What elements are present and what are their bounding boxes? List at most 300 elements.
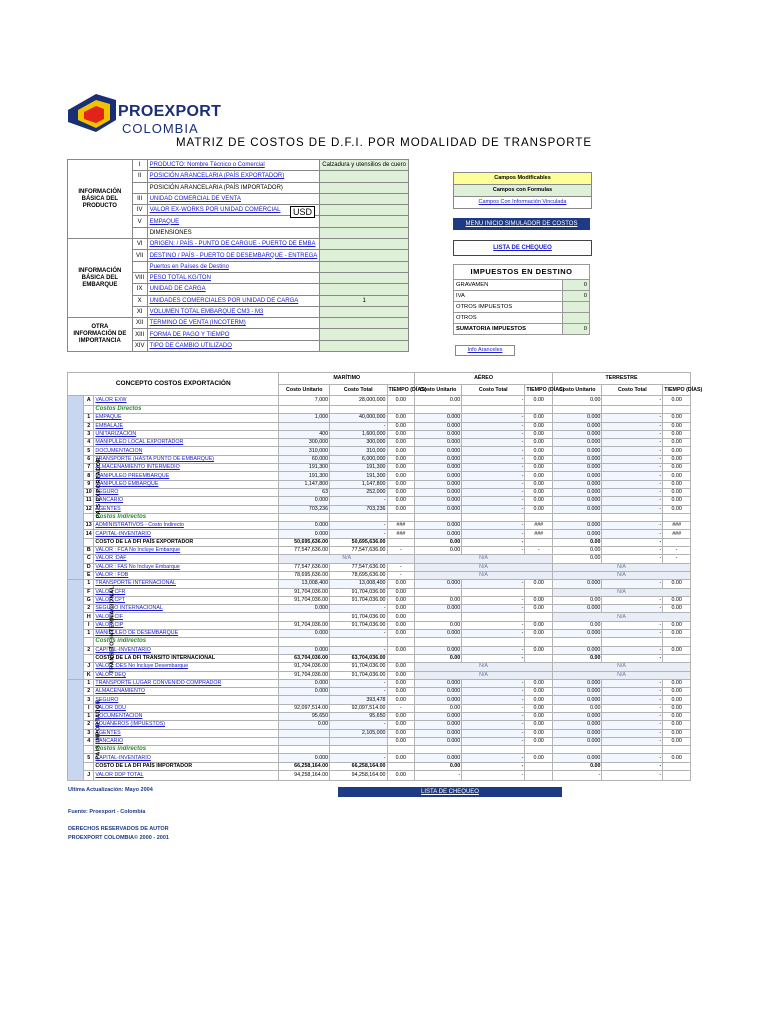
- info-row-label[interactable]: UNIDADES COMERCIALES POR UNIDAD DE CARGA: [147, 295, 320, 306]
- cell-terrestre-days[interactable]: 0.00: [663, 430, 691, 438]
- cell-maritimo-total[interactable]: 91,704,036.00: [330, 663, 387, 671]
- cell-maritimo-unit[interactable]: 0.000: [279, 522, 330, 530]
- cell-maritimo-days[interactable]: ###: [387, 522, 415, 530]
- cell-terrestre-total[interactable]: -: [602, 621, 663, 629]
- cell-maritimo-total[interactable]: -: [330, 422, 387, 430]
- impuesto-value[interactable]: [563, 302, 590, 313]
- cell-maritimo-total[interactable]: 191,300: [330, 472, 387, 480]
- row-label[interactable]: SEGURO: [94, 488, 279, 496]
- cell-aereo-days[interactable]: 0.00: [525, 646, 553, 654]
- cell-terrestre-total[interactable]: -: [602, 472, 663, 480]
- cell-aereo-days[interactable]: [525, 771, 553, 781]
- cell-aereo-days[interactable]: [525, 613, 553, 621]
- cell-aereo-total[interactable]: -: [462, 488, 525, 496]
- cell-aereo-unit[interactable]: 0.000: [415, 414, 462, 422]
- row-label[interactable]: UNITARIZACION: [94, 430, 279, 438]
- row-label[interactable]: VALOR EXW: [94, 396, 279, 406]
- cell-aereo-unit[interactable]: 0.00: [415, 762, 462, 770]
- cell-terrestre-total[interactable]: -: [602, 580, 663, 588]
- cell-maritimo-unit[interactable]: 1,000: [279, 414, 330, 422]
- cell-maritimo-days[interactable]: 0.00: [387, 464, 415, 472]
- cell-aereo-days[interactable]: 0.00: [525, 754, 553, 762]
- info-row-value[interactable]: [320, 205, 409, 216]
- cell-terrestre-total[interactable]: -: [602, 605, 663, 613]
- cell-maritimo-total[interactable]: -: [330, 522, 387, 530]
- lista-chequeo-link-top[interactable]: LISTA DE CHEQUEO: [453, 240, 592, 256]
- cell-terrestre-total[interactable]: -: [602, 480, 663, 488]
- cell-maritimo-days[interactable]: 0.00: [387, 696, 415, 704]
- cell-maritimo-total[interactable]: 393,478: [330, 696, 387, 704]
- cell-aereo-days[interactable]: 0.00: [525, 630, 553, 638]
- cell-maritimo-unit[interactable]: [279, 729, 330, 737]
- cell-aereo-unit[interactable]: 0.000: [415, 605, 462, 613]
- cell-maritimo-total[interactable]: 77,547,636.00: [330, 563, 387, 571]
- cell-terrestre-total[interactable]: -: [602, 522, 663, 530]
- cell-terrestre-total[interactable]: [602, 638, 663, 646]
- cell-maritimo-days[interactable]: ###: [387, 530, 415, 538]
- cell-aereo-unit[interactable]: 0.000: [415, 754, 462, 762]
- cell-terrestre-total[interactable]: -: [602, 464, 663, 472]
- cell-maritimo-total[interactable]: [330, 406, 387, 414]
- cell-maritimo-unit[interactable]: 0.00: [279, 721, 330, 729]
- cell-terrestre-total[interactable]: -: [602, 729, 663, 737]
- cell-aereo-unit[interactable]: 0.000: [415, 522, 462, 530]
- info-row-label[interactable]: VALOR EX-WORKS POR UNIDAD COMERCIAL: [147, 205, 320, 216]
- cell-aereo-days[interactable]: 0.00: [525, 422, 553, 430]
- cell-maritimo-days[interactable]: 0.00: [387, 580, 415, 588]
- cell-aereo-unit[interactable]: 0.000: [415, 439, 462, 447]
- cell-maritimo-unit[interactable]: 91,704,036.00: [279, 663, 330, 671]
- info-row-value[interactable]: [320, 216, 409, 227]
- cell-aereo-days[interactable]: 0.00: [525, 464, 553, 472]
- cell-aereo-days[interactable]: 0.00: [525, 679, 553, 687]
- cell-maritimo-unit[interactable]: [279, 696, 330, 704]
- cell-aereo-unit[interactable]: 0.000: [415, 455, 462, 463]
- cell-aereo-unit[interactable]: 0.00: [415, 596, 462, 604]
- info-row-value[interactable]: 1: [320, 295, 409, 306]
- row-label[interactable]: EMBALAJE: [94, 422, 279, 430]
- cell-terrestre-total[interactable]: -: [602, 547, 663, 555]
- cell-terrestre-total[interactable]: -: [602, 422, 663, 430]
- cell-terrestre-total[interactable]: -: [602, 654, 663, 662]
- cell-terrestre-total[interactable]: -: [602, 696, 663, 704]
- cell-maritimo-days[interactable]: 0.00: [387, 729, 415, 737]
- cell-aereo-days[interactable]: -: [525, 547, 553, 555]
- cell-maritimo-unit[interactable]: 0.000: [279, 754, 330, 762]
- row-label[interactable]: VALOR DEQ: [94, 671, 279, 679]
- cell-maritimo-days[interactable]: 0.00: [387, 613, 415, 621]
- cell-aereo-total[interactable]: -: [462, 630, 525, 638]
- cell-maritimo-total[interactable]: 63,704,036.00: [330, 654, 387, 662]
- cell-aereo-total[interactable]: -: [462, 704, 525, 712]
- cell-aereo-unit[interactable]: 0.00: [415, 704, 462, 712]
- cell-maritimo-days[interactable]: 0.00: [387, 488, 415, 496]
- cell-maritimo-total[interactable]: -: [330, 679, 387, 687]
- cell-terrestre-total[interactable]: -: [602, 555, 663, 563]
- legend-linked[interactable]: Campos Con Información Vinculada: [453, 196, 592, 209]
- cell-maritimo-days[interactable]: 0.00: [387, 679, 415, 687]
- cell-terrestre-unit[interactable]: 0.000: [552, 472, 601, 480]
- cell-terrestre-unit[interactable]: 0.000: [552, 679, 601, 687]
- cell-aereo-total[interactable]: [462, 746, 525, 754]
- cell-aereo-unit[interactable]: 0.000: [415, 480, 462, 488]
- row-label[interactable]: AGENTES: [94, 729, 279, 737]
- cell-maritimo-days[interactable]: -: [387, 571, 415, 579]
- row-label[interactable]: VALOR : FAS No Incluye Embarque: [94, 563, 279, 571]
- cell-maritimo-unit[interactable]: 91,704,036.00: [279, 671, 330, 679]
- cell-aereo-days[interactable]: 0.00: [525, 688, 553, 696]
- cell-terrestre-total[interactable]: -: [602, 688, 663, 696]
- cell-maritimo-total[interactable]: -: [330, 530, 387, 538]
- cell-maritimo-total[interactable]: 78,695,636.00: [330, 571, 387, 579]
- cell-maritimo-unit[interactable]: 0.000: [279, 679, 330, 687]
- cell-terrestre-total[interactable]: -: [602, 455, 663, 463]
- cell-aereo-total[interactable]: -: [462, 430, 525, 438]
- info-row-value[interactable]: [320, 284, 409, 295]
- cell-maritimo-unit[interactable]: 91,704,036.00: [279, 596, 330, 604]
- cell-maritimo-unit[interactable]: [279, 422, 330, 430]
- cell-aereo-days[interactable]: 0.00: [525, 455, 553, 463]
- cell-maritimo-total[interactable]: -: [330, 646, 387, 654]
- cell-terrestre-unit[interactable]: 0.000: [552, 712, 601, 720]
- cell-terrestre-unit[interactable]: 0.000: [552, 439, 601, 447]
- cell-terrestre-total[interactable]: [602, 746, 663, 754]
- menu-inicio-button[interactable]: MENU INICIO SIMULADOR DE COSTOS: [453, 218, 590, 230]
- cell-terrestre-unit[interactable]: 0.000: [552, 530, 601, 538]
- cell-aereo-total[interactable]: -: [462, 547, 525, 555]
- cell-maritimo-total[interactable]: 91,704,036.00: [330, 613, 387, 621]
- cell-aereo-total[interactable]: -: [462, 679, 525, 687]
- row-label[interactable]: VALOR CIF: [94, 613, 279, 621]
- cell-aereo-total[interactable]: [462, 613, 525, 621]
- cell-maritimo-total[interactable]: [330, 737, 387, 745]
- cell-terrestre-total[interactable]: -: [602, 497, 663, 505]
- cell-aereo-total[interactable]: -: [462, 530, 525, 538]
- cell-maritimo-unit[interactable]: 0.000: [279, 497, 330, 505]
- cell-maritimo-days[interactable]: 0.00: [387, 771, 415, 781]
- cell-aereo-total[interactable]: -: [462, 447, 525, 455]
- cell-aereo-total[interactable]: -: [462, 439, 525, 447]
- cell-aereo-unit[interactable]: 0.000: [415, 464, 462, 472]
- cell-maritimo-days[interactable]: 0.00: [387, 646, 415, 654]
- row-label[interactable]: VALOR :DES No Incluye Desembarque: [94, 663, 279, 671]
- cell-maritimo-days[interactable]: [387, 538, 415, 546]
- cell-maritimo-total[interactable]: 91,704,036.00: [330, 671, 387, 679]
- cell-maritimo-unit[interactable]: 60,000: [279, 455, 330, 463]
- row-label[interactable]: SEGURO: [94, 696, 279, 704]
- cell-aereo-unit[interactable]: 0.00: [415, 654, 462, 662]
- cell-maritimo-unit[interactable]: [279, 746, 330, 754]
- cell-terrestre-days[interactable]: 0.00: [663, 439, 691, 447]
- cell-maritimo-unit[interactable]: 91,704,036.00: [279, 588, 330, 596]
- cell-terrestre-unit[interactable]: 0.000: [552, 688, 601, 696]
- row-label[interactable]: DOCUMENTACION: [94, 712, 279, 720]
- cell-terrestre-unit[interactable]: 0.000: [552, 754, 601, 762]
- cell-maritimo-total[interactable]: 300,000: [330, 439, 387, 447]
- cell-aereo-unit[interactable]: 0.000: [415, 696, 462, 704]
- cell-maritimo-total[interactable]: 92,097,514.00: [330, 704, 387, 712]
- cell-aereo-unit[interactable]: 0.000: [415, 430, 462, 438]
- cell-maritimo-days[interactable]: 0.00: [387, 396, 415, 406]
- cell-aereo-unit[interactable]: 0.000: [415, 688, 462, 696]
- cell-terrestre-total[interactable]: [602, 513, 663, 521]
- cell-aereo-days[interactable]: 0.00: [525, 580, 553, 588]
- cell-maritimo-total[interactable]: -: [330, 688, 387, 696]
- cell-maritimo-days[interactable]: 0.00: [387, 596, 415, 604]
- cell-terrestre-days[interactable]: 0.00: [663, 396, 691, 406]
- cell-maritimo-days[interactable]: 0.00: [387, 737, 415, 745]
- cell-aereo-total[interactable]: -: [462, 605, 525, 613]
- cell-maritimo-days[interactable]: 0.00: [387, 455, 415, 463]
- cell-aereo-unit[interactable]: 0.000: [415, 712, 462, 720]
- cell-terrestre-total[interactable]: -: [602, 396, 663, 406]
- row-label[interactable]: VALOR : FOB: [94, 571, 279, 579]
- cell-terrestre-total[interactable]: -: [602, 762, 663, 770]
- cell-aereo-total[interactable]: -: [462, 762, 525, 770]
- cell-terrestre-unit[interactable]: 0.000: [552, 447, 601, 455]
- cell-maritimo-total[interactable]: 91,704,036.00: [330, 596, 387, 604]
- row-label[interactable]: AGENTES: [94, 505, 279, 513]
- cell-aereo-total[interactable]: -: [462, 729, 525, 737]
- cell-aereo-total[interactable]: -: [462, 696, 525, 704]
- cell-aereo-days[interactable]: 0.00: [525, 447, 553, 455]
- cell-aereo-total[interactable]: -: [462, 538, 525, 546]
- cell-maritimo-total[interactable]: 50,695,636.00: [330, 538, 387, 546]
- cell-maritimo-total[interactable]: 28,000,000: [330, 396, 387, 406]
- cell-aereo-unit[interactable]: 0.00: [415, 538, 462, 546]
- cell-aereo-days[interactable]: 0.00: [525, 414, 553, 422]
- cell-maritimo-days[interactable]: 0.00: [387, 447, 415, 455]
- cell-maritimo-days[interactable]: 0.00: [387, 621, 415, 629]
- info-row-value[interactable]: [320, 193, 409, 204]
- cell-aereo-unit[interactable]: 0.000: [415, 721, 462, 729]
- cell-aereo-total[interactable]: -: [462, 712, 525, 720]
- cell-aereo-unit[interactable]: 0.000: [415, 729, 462, 737]
- cell-terrestre-days[interactable]: 0.00: [663, 712, 691, 720]
- info-row-value[interactable]: Calzadura y utensilios de cuero: [320, 160, 409, 171]
- cell-maritimo-total[interactable]: 94,258,164.00: [330, 771, 387, 781]
- cell-aereo-unit[interactable]: 0.000: [415, 422, 462, 430]
- cell-maritimo-total[interactable]: 252,000: [330, 488, 387, 496]
- cell-maritimo-days[interactable]: 0.00: [387, 497, 415, 505]
- cell-maritimo-days[interactable]: [387, 406, 415, 414]
- cell-terrestre-unit[interactable]: 0.000: [552, 497, 601, 505]
- cell-aereo-total[interactable]: -: [462, 646, 525, 654]
- cell-aereo-unit[interactable]: 0.000: [415, 488, 462, 496]
- info-row-label[interactable]: VOLUMEN TOTAL EMBARQUE CM3 - M3: [147, 306, 320, 317]
- impuesto-value[interactable]: 0: [563, 324, 590, 335]
- cell-maritimo-unit[interactable]: [279, 613, 330, 621]
- cell-terrestre-unit[interactable]: 0.000: [552, 580, 601, 588]
- cell-maritimo-unit[interactable]: 0.000: [279, 605, 330, 613]
- cell-maritimo-unit[interactable]: [279, 513, 330, 521]
- row-label[interactable]: BANCARIO: [94, 737, 279, 745]
- cell-aereo-days[interactable]: 0.00: [525, 605, 553, 613]
- cell-maritimo-total[interactable]: -: [330, 754, 387, 762]
- info-row-value[interactable]: [320, 329, 409, 340]
- cell-terrestre-unit[interactable]: 0.000: [552, 630, 601, 638]
- cell-terrestre-days[interactable]: [663, 771, 691, 781]
- cell-terrestre-unit[interactable]: [552, 638, 601, 646]
- cell-terrestre-days[interactable]: 0.00: [663, 679, 691, 687]
- cell-maritimo-total[interactable]: 1,147,800: [330, 480, 387, 488]
- cell-aereo-days[interactable]: 0.00: [525, 472, 553, 480]
- cell-maritimo-total[interactable]: 91,704,036.00: [330, 588, 387, 596]
- cell-maritimo-total[interactable]: -: [330, 605, 387, 613]
- cell-maritimo-unit[interactable]: 91,704,036.00: [279, 621, 330, 629]
- cell-aereo-days[interactable]: 0.00: [525, 488, 553, 496]
- cell-terrestre-days[interactable]: [663, 538, 691, 546]
- info-row-value[interactable]: [320, 261, 409, 272]
- cell-aereo-unit[interactable]: [415, 746, 462, 754]
- info-row-label[interactable]: UNIDAD COMERCIAL DE VENTA: [147, 193, 320, 204]
- cell-terrestre-total[interactable]: -: [602, 530, 663, 538]
- info-row-label[interactable]: Puertos en Países de Destino: [147, 261, 320, 272]
- cell-maritimo-total[interactable]: 95,650: [330, 712, 387, 720]
- cell-aereo-days[interactable]: 0.00: [525, 712, 553, 720]
- info-row-value[interactable]: [320, 227, 409, 238]
- cell-maritimo-days[interactable]: 0.00: [387, 754, 415, 762]
- cell-aereo-unit[interactable]: [415, 406, 462, 414]
- cell-aereo-unit[interactable]: 0.00: [415, 547, 462, 555]
- cell-aereo-total[interactable]: -: [462, 464, 525, 472]
- cell-terrestre-days[interactable]: [663, 513, 691, 521]
- cell-aereo-unit[interactable]: 0.000: [415, 505, 462, 513]
- row-label[interactable]: TRANSPORTE INTERNACIONAL: [94, 580, 279, 588]
- cell-terrestre-total[interactable]: -: [602, 704, 663, 712]
- cell-terrestre-days[interactable]: -: [663, 555, 691, 563]
- cell-maritimo-unit[interactable]: 0.000: [279, 530, 330, 538]
- info-row-value[interactable]: [320, 250, 409, 261]
- cell-terrestre-unit[interactable]: 0.000: [552, 729, 601, 737]
- cell-aereo-total[interactable]: -: [462, 654, 525, 662]
- info-row-value[interactable]: [320, 182, 409, 193]
- cell-terrestre-days[interactable]: [663, 746, 691, 754]
- cell-terrestre-total[interactable]: -: [602, 679, 663, 687]
- cell-terrestre-days[interactable]: 0.00: [663, 737, 691, 745]
- cell-terrestre-days[interactable]: 0.00: [663, 497, 691, 505]
- cell-maritimo-days[interactable]: [387, 513, 415, 521]
- cell-aereo-unit[interactable]: 0.000: [415, 630, 462, 638]
- row-label[interactable]: CAPITAL-INVENTARIO: [94, 646, 279, 654]
- cell-terrestre-unit[interactable]: [552, 513, 601, 521]
- cell-aereo-days[interactable]: [525, 654, 553, 662]
- cell-aereo-unit[interactable]: [415, 588, 462, 596]
- cell-terrestre-total[interactable]: -: [602, 430, 663, 438]
- cell-aereo-unit[interactable]: 0.000: [415, 530, 462, 538]
- info-row-label[interactable]: ORIGEN: / PAÍS - PUNTO DE CARGUE - PUERTO DE EMBA: [147, 239, 320, 250]
- cell-maritimo-days[interactable]: 0.00: [387, 671, 415, 679]
- cell-terrestre-days[interactable]: 0.00: [663, 422, 691, 430]
- cell-maritimo-days[interactable]: [387, 654, 415, 662]
- cell-maritimo-total[interactable]: 191,300: [330, 464, 387, 472]
- cell-terrestre-days[interactable]: 0.00: [663, 480, 691, 488]
- cell-terrestre-unit[interactable]: 0.000: [552, 696, 601, 704]
- row-label[interactable]: VALOR :DAF: [94, 555, 279, 563]
- cell-maritimo-unit[interactable]: [279, 406, 330, 414]
- cell-terrestre-days[interactable]: [663, 638, 691, 646]
- cell-terrestre-unit[interactable]: 0.00: [552, 538, 601, 546]
- row-label[interactable]: ALMACENAMIENTO INTERMEDIO: [94, 464, 279, 472]
- cell-maritimo-days[interactable]: [387, 638, 415, 646]
- cell-terrestre-total[interactable]: -: [602, 712, 663, 720]
- cell-maritimo-total[interactable]: [330, 746, 387, 754]
- cell-terrestre-days[interactable]: 0.00: [663, 721, 691, 729]
- cell-terrestre-unit[interactable]: 0.00: [552, 396, 601, 406]
- cell-terrestre-days[interactable]: 0.00: [663, 447, 691, 455]
- cell-maritimo-days[interactable]: 0.00: [387, 480, 415, 488]
- row-label[interactable]: VALOR CIP: [94, 621, 279, 629]
- cell-maritimo-unit[interactable]: 191,300: [279, 472, 330, 480]
- cell-maritimo-total[interactable]: -: [330, 497, 387, 505]
- cell-terrestre-days[interactable]: 0.00: [663, 414, 691, 422]
- cell-terrestre-unit[interactable]: 0.000: [552, 605, 601, 613]
- cell-maritimo-unit[interactable]: 66,258,164.00: [279, 762, 330, 770]
- cell-aereo-days[interactable]: 0.00: [525, 497, 553, 505]
- cell-aereo-days[interactable]: 0.00: [525, 505, 553, 513]
- cell-aereo-total[interactable]: [462, 638, 525, 646]
- cell-aereo-total[interactable]: -: [462, 414, 525, 422]
- cell-maritimo-days[interactable]: -: [387, 563, 415, 571]
- row-label[interactable]: TRANSPORTE (HASTA PUNTO DE EMBARQUE): [94, 455, 279, 463]
- info-row-value[interactable]: [320, 318, 409, 329]
- row-label[interactable]: ALMACENAMIENTO: [94, 688, 279, 696]
- cell-aereo-days[interactable]: 0.00: [525, 596, 553, 604]
- cell-aereo-days[interactable]: [525, 762, 553, 770]
- cell-maritimo-total[interactable]: 2,105,000: [330, 729, 387, 737]
- cell-maritimo-total[interactable]: 91,704,036.00: [330, 621, 387, 629]
- info-row-label[interactable]: FORMA DE PAGO Y TIEMPO: [147, 329, 320, 340]
- cell-terrestre-unit[interactable]: [552, 746, 601, 754]
- cell-aereo-total[interactable]: [462, 588, 525, 596]
- cell-maritimo-days[interactable]: 0.00: [387, 439, 415, 447]
- cell-maritimo-total[interactable]: [330, 638, 387, 646]
- info-row-value[interactable]: [320, 306, 409, 317]
- row-label[interactable]: TRANSPORTE LUGAR CONVENIDO COMPRADOR: [94, 679, 279, 687]
- cell-maritimo-unit[interactable]: 300,000: [279, 439, 330, 447]
- cell-aereo-total[interactable]: -: [462, 396, 525, 406]
- cell-terrestre-unit[interactable]: 0.000: [552, 464, 601, 472]
- cell-aereo-unit[interactable]: -: [415, 771, 462, 781]
- cell-aereo-unit[interactable]: [415, 513, 462, 521]
- cell-aereo-unit[interactable]: 0.000: [415, 447, 462, 455]
- cell-terrestre-days[interactable]: 0.00: [663, 505, 691, 513]
- cell-maritimo-days[interactable]: -: [387, 704, 415, 712]
- cell-maritimo-total[interactable]: -: [330, 721, 387, 729]
- cell-terrestre-total[interactable]: -: [602, 414, 663, 422]
- info-row-label[interactable]: POSICIÓN ARANCELARIA (PAÍS EXPORTADOR): [147, 171, 320, 182]
- cell-maritimo-unit[interactable]: [279, 737, 330, 745]
- impuesto-value[interactable]: 0: [563, 291, 590, 302]
- cell-aereo-unit[interactable]: 0.00: [415, 621, 462, 629]
- cell-maritimo-days[interactable]: 0.00: [387, 422, 415, 430]
- cell-terrestre-unit[interactable]: 0.000: [552, 422, 601, 430]
- cell-aereo-total[interactable]: -: [462, 472, 525, 480]
- cell-terrestre-days[interactable]: ###: [663, 522, 691, 530]
- cell-terrestre-days[interactable]: [663, 406, 691, 414]
- cell-maritimo-unit[interactable]: 310,000: [279, 447, 330, 455]
- cell-maritimo-total[interactable]: 703,236: [330, 505, 387, 513]
- cell-maritimo-unit[interactable]: 63,704,036.00: [279, 654, 330, 662]
- row-label[interactable]: VALOR : FCA No Incluye Embarque: [94, 547, 279, 555]
- cell-terrestre-days[interactable]: 0.00: [663, 754, 691, 762]
- cell-aereo-total[interactable]: -: [462, 505, 525, 513]
- impuesto-value[interactable]: [563, 313, 590, 324]
- cell-terrestre-unit[interactable]: [552, 406, 601, 414]
- cell-terrestre-days[interactable]: ###: [663, 530, 691, 538]
- cell-terrestre-days[interactable]: 0.00: [663, 729, 691, 737]
- cell-terrestre-total[interactable]: -: [602, 737, 663, 745]
